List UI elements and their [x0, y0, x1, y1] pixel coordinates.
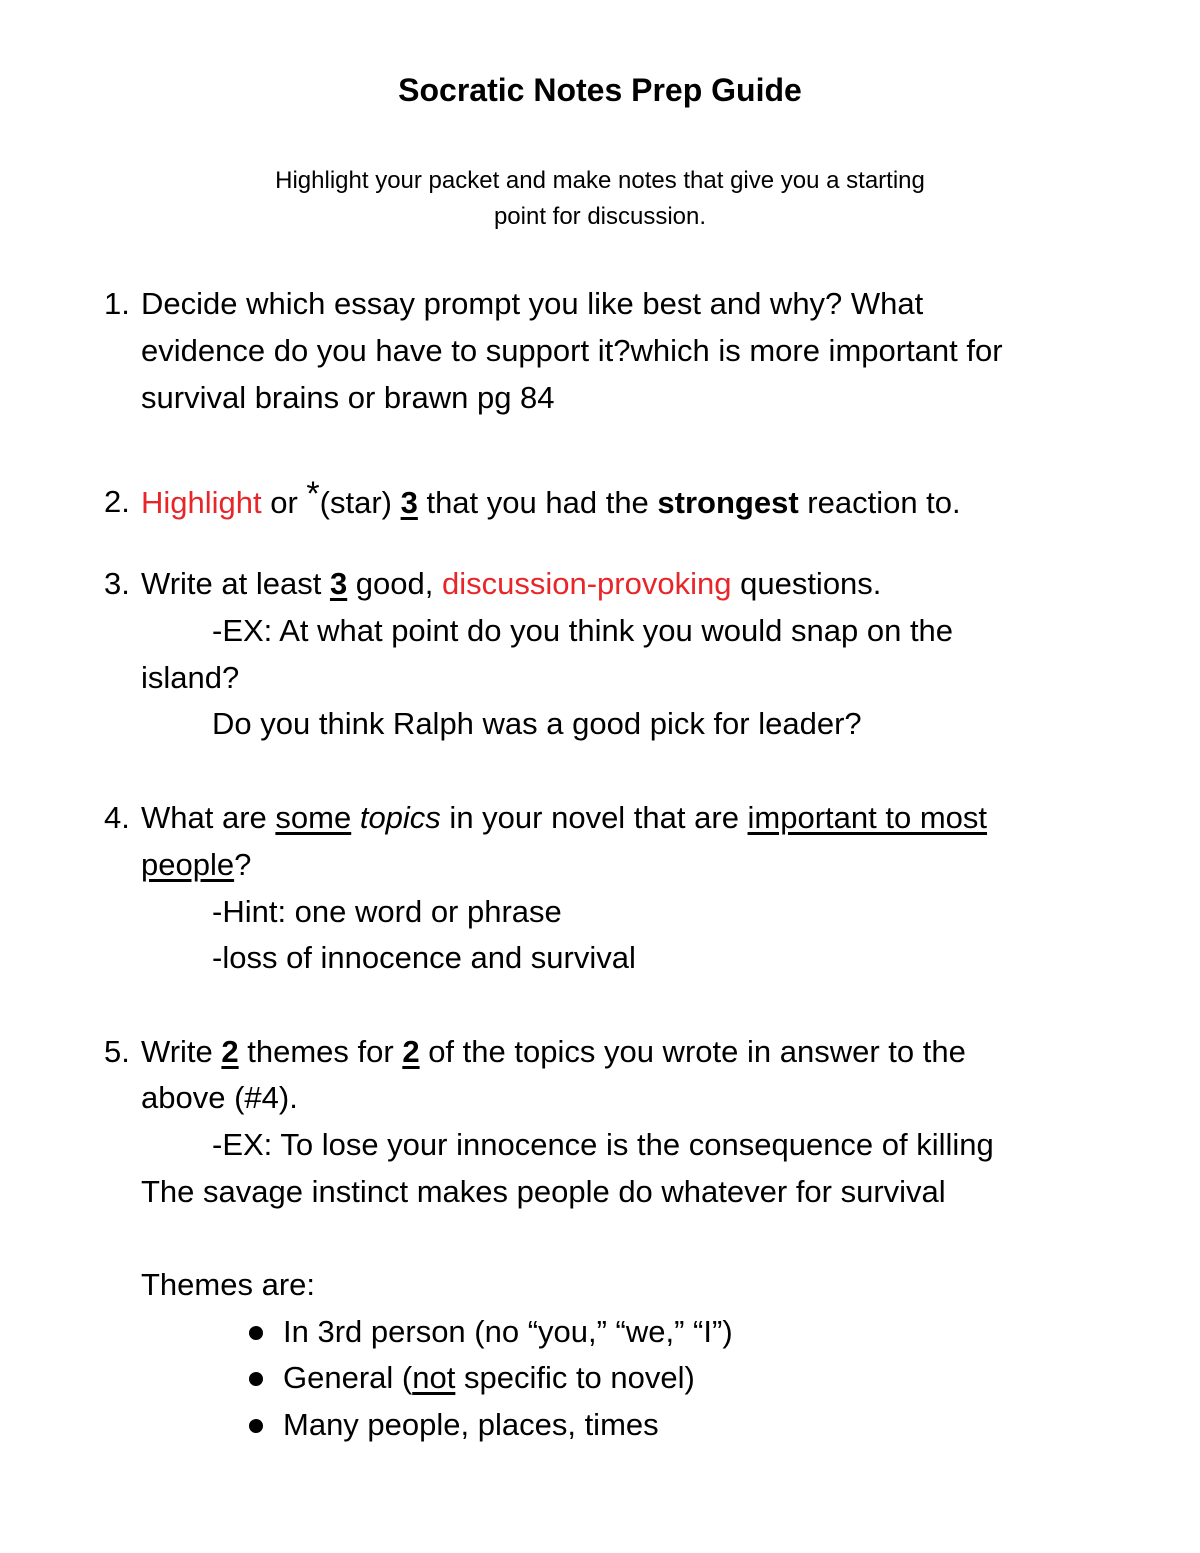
item-1-number: 1. [104, 286, 130, 321]
themes-heading: Themes are: [141, 1267, 316, 1302]
item-5-line: Write 2 themes for 2 of the topics you wrote in answer to the [141, 1034, 966, 1069]
subtitle-line-1: Highlight your packet and make notes that give you a starting [275, 167, 925, 194]
item-4-number: 4. [104, 800, 130, 835]
important-phrase: important to most [747, 800, 988, 835]
subtitle [0, 163, 1200, 235]
item-2-line: Highlight or *(star) 3 that you had the strongest reaction to. [141, 475, 961, 520]
item-5-line-2: above (#4). [141, 1080, 298, 1115]
bullet-icon [249, 1326, 263, 1340]
people-word: people [141, 847, 235, 882]
item-4-line-2: people? [141, 847, 252, 882]
item-3-example-2: Do you think Ralph was a good pick for leader? [212, 706, 862, 741]
item-3-example-1-cont: island? [141, 660, 240, 695]
item-3-number: 3. [104, 566, 130, 601]
star-icon: * [306, 475, 320, 513]
count-two: 2 [221, 1034, 239, 1069]
theme-bullet-1: In 3rd person (no “you,” “we,” “I”) [283, 1314, 733, 1349]
theme-bullet-2: General (not specific to novel) [283, 1360, 695, 1395]
strongest-word: strongest [657, 485, 799, 520]
item-1-line-3: survival brains or brawn pg 84 [141, 380, 555, 415]
count-three: 3 [329, 566, 348, 601]
item-4-hint: -Hint: one word or phrase [212, 894, 562, 929]
item-2-number: 2. [104, 484, 130, 519]
item-3-line: Write at least 3 good, discussion-provoking questions. [141, 566, 882, 601]
page-title: Socratic Notes Prep Guide [398, 72, 802, 108]
bullet-icon [249, 1419, 263, 1433]
item-4-line: What are some topics in your novel that are important to most [141, 800, 988, 835]
highlight-word: Highlight [141, 485, 262, 520]
item-5-number: 5. [104, 1034, 130, 1069]
some-word: some [275, 800, 352, 835]
item-3-example-1: -EX: At what point do you think you would snap on the [212, 613, 954, 648]
bullet-icon [249, 1372, 263, 1386]
topics-word: topics [359, 800, 441, 835]
subtitle-line-2: point for discussion. [493, 203, 707, 230]
item-4-answer: -loss of innocence and survival [212, 940, 636, 975]
discussion-provoking-word: discussion-provoking [442, 566, 732, 601]
theme-bullet-3: Many people, places, times [283, 1407, 659, 1442]
item-5-example-1: -EX: To lose your innocence is the consequence of killing [212, 1127, 994, 1162]
count-three: 3 [400, 485, 418, 520]
item-1-line-1: Decide which essay prompt you like best and why? What [141, 286, 924, 321]
item-1-line-2: evidence do you have to support it?which is more important for [141, 333, 1003, 368]
not-word: not [412, 1360, 456, 1395]
count-two: 2 [402, 1034, 420, 1069]
item-5-example-2: The savage instinct makes people do whatever for survival [141, 1174, 946, 1209]
